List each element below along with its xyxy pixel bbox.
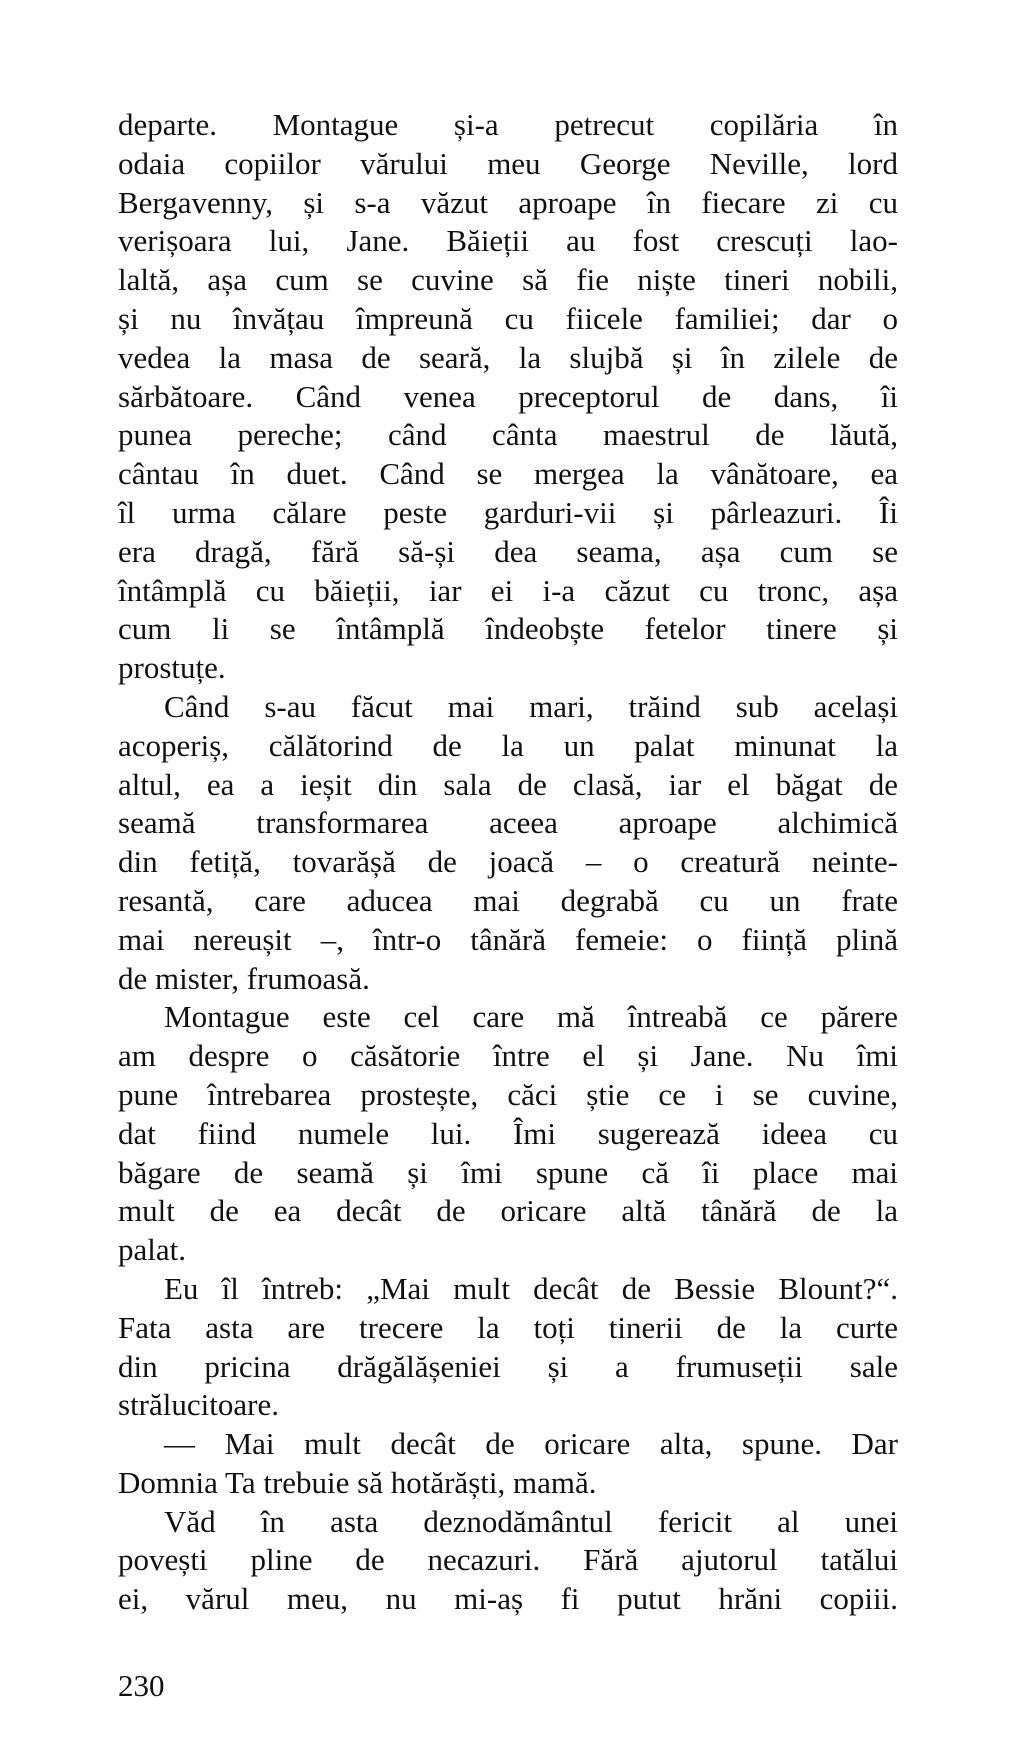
paragraph [118,1425,898,1503]
text-line: de mister, frumoasă. [118,960,370,996]
paragraph [118,688,898,998]
text-line: din pricina drăgălășeniei și a frumuseții sale [118,1348,898,1384]
text-line: acoperiș, călătorind de la un palat minunat la [118,727,898,763]
text-line: din fetiță, tovarășă de joacă – o creatură neinte- [118,844,898,880]
text-line: sărbătoare. Când venea preceptorul de dans, îi [118,378,898,414]
text-line: Domnia Ta trebuie să hotărăști, mamă. [118,1464,597,1500]
text-line: ei, vărul meu, nu mi-aș fi putut hrăni copiii. [118,1581,898,1617]
text-line: departe. Montague și-a petrecut copilăria în [118,107,898,142]
paragraph [118,998,898,1270]
text-line: Văd în asta deznodământul fericit al unei [164,1503,898,1539]
text-line: pune întrebarea prostește, căci știe ce i se cuvine, [118,1076,898,1112]
text-line: și nu învățau împreună cu fiicele familiei; dar o [118,300,898,336]
body-text [118,106,898,1619]
text-line: Bergavenny, și s-a văzut aproape în fiecare zi cu [118,184,898,220]
text-line: punea pereche; când cânta maestrul de lăută, [118,417,898,453]
text-line: altul, ea a ieșit din sala de clasă, iar el băgat de [118,766,898,802]
text-line: dat fiind numele lui. Îmi sugerează ideea cu [118,1115,898,1151]
page-number: 230 [118,1668,165,1703]
text-line: Eu îl întreb: „Mai mult decât de Bessie Blount?“. [164,1270,898,1306]
text-line: — Mai mult decât de oricare alta, spune. Dar [164,1426,898,1462]
text-line: Montague este cel care mă întreabă ce părere [164,999,898,1035]
text-line: cum li se întâmplă îndeobște fetelor tinere și [118,611,898,647]
text-line: Fata asta are trecere la toți tinerii de la curte [118,1309,898,1345]
text-line: strălucitoare. [118,1387,279,1423]
text-line: prostuțe. [118,650,226,686]
text-line: verișoara lui, Jane. Băieții au fost crescuți lao- [118,223,898,259]
text-line: cântau în duet. Când se mergea la vânătoare, ea [118,456,898,492]
paragraph [118,1503,898,1619]
text-line: resantă, care aducea mai degrabă cu un frate [118,882,898,918]
text-line: îl urma călare peste garduri-vii și pârleazuri. Îi [118,494,898,530]
paragraph [118,1270,898,1425]
text-line: vedea la masa de seară, la slujbă și în zilele de [118,339,898,375]
text-line: băgare de seamă și îmi spune că îi place mai [118,1154,898,1190]
text-line: odaia copiilor vărului meu George Neville, lord [118,145,898,181]
text-line: era dragă, fără să-și dea seama, așa cum se [118,533,898,569]
text-line: mai nereușit –, într-o tânără femeie: o ființă plină [118,921,898,957]
text-line: palat. [118,1232,186,1268]
text-line: laltă, așa cum se cuvine să fie niște tineri nobili, [118,262,898,298]
text-line: povești pline de necazuri. Fără ajutorul tatălui [118,1542,898,1578]
text-line: am despre o căsătorie între el și Jane. Nu îmi [118,1038,898,1074]
text-line: Când s-au făcut mai mari, trăind sub același [164,688,898,724]
text-line: întâmplă cu băieții, iar ei i-a căzut cu tronc, așa [118,572,898,608]
text-line: mult de ea decât de oricare altă tânără de la [118,1193,898,1229]
paragraph [118,106,898,688]
text-line: seamă transformarea aceea aproape alchimică [118,805,898,841]
